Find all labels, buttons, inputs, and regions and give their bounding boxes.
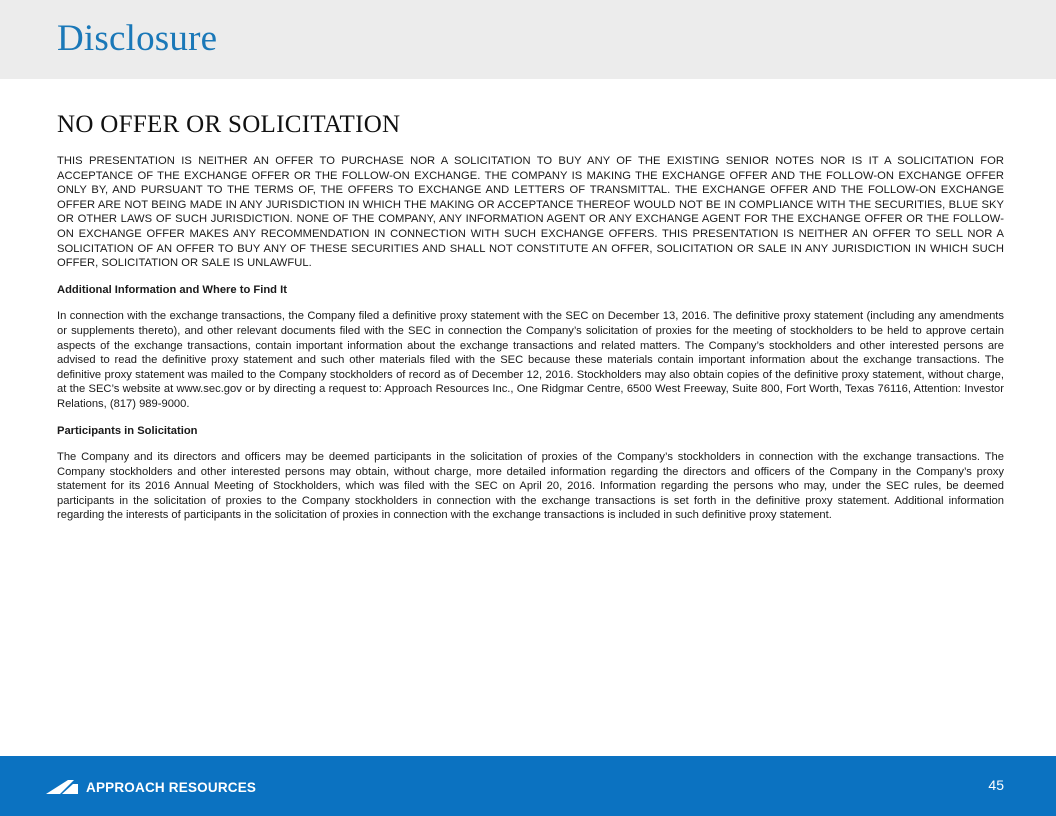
no-offer-paragraph: THIS PRESENTATION IS NEITHER AN OFFER TO PURCHASE NOR A SOLICITATION TO BUY ANY OF THE EXISTING SENIOR NOTES NOR IS IT A SOLICITATION FOR ACCEPTANCE OF THE EXCHANGE OFFER OR THE FOLLOW-ON EXCHANGE. THE COMPANY IS MAKING THE EXCHANGE OFFER AND THE FOLLOW-ON EXCHANGE OFFER ONLY BY, AND PURSUANT TO THE TERMS OF, THE OFFERS TO EXCHANGE AND LETTERS OF TRANSMITTAL. THE EXCHANGE OFFER AND THE FOLLOW-ON EXCHANGE OFFER ARE NOT BEING MADE IN ANY JURISDICTION IN WHICH THE MAKING OR ACCEPTANCE THEREOF WOULD NOT BE IN COMPLIANCE WITH THE SECURITIES, BLUE SKY OR OTHER LAWS OF SUCH JURISDICTION. NONE OF THE COMPANY, ANY INFORMATION AGENT OR ANY EXCHANGE AGENT FOR THE EXCHANGE OFFER OR THE FOLLOW-ON EXCHANGE OFFER MAKES ANY RECOMMENDATION IN CONNECTION WITH SUCH EXCHANGE OFFERS. THIS PRESENTATION IS NEITHER AN OFFER TO SELL NOR A SOLICITATION OF AN OFFER TO BUY ANY OF THESE SECURITIES AND SHALL NOT CONSTITUTE AN OFFER, SOLICITATION OR SALE IN ANY JURISDICTION IN WHICH SUCH OFFER, SOLICITATION OR SALE IS UNLAWFUL. [57, 155, 1004, 270]
footer-bar [0, 756, 1056, 816]
participants-paragraph: The Company and its directors and officers may be deemed participants in the solicitation of proxies of the Company’s stockholders in connection with the exchange transactions. The Company stockholders and other interested persons may obtain, without charge, more detailed information regarding the directors and officers of the Company in the Company’s proxy statement for its 2016 Annual Meeting of Stockholders, which was filed with the SEC on April 20, 2016. Information regarding the persons who may, under the SEC rules, be deemed participants in the solicitation of proxies to the Company stockholders in connection with the exchange transactions is set forth in the definitive proxy statement. Additional information regarding the interests of participants in the solicitation of proxies in connection with the exchange transactions is included in such definitive proxy statement. [57, 451, 1004, 522]
logo-text: APPROACH RESOURCES [86, 779, 257, 795]
page-number: 45 [988, 777, 1004, 793]
disclosure-content [57, 110, 1004, 523]
participants-heading: Participants in Solicitation [57, 424, 198, 437]
approach-resources-logo-icon [46, 779, 78, 795]
section-heading: NO OFFER OR SOLICITATION [57, 111, 401, 138]
header-bar [0, 0, 1056, 79]
additional-info-heading: Additional Information and Where to Find It [57, 283, 287, 296]
company-logo [46, 776, 256, 798]
additional-info-paragraph: In connection with the exchange transactions, the Company filed a definitive proxy statement with the SEC on December 13, 2016. The definitive proxy statement (including any amendments or supplements thereto), and other relevant documents filed with the SEC in connection the Company’s solicitation of proxies for the meeting of stockholders to be held to approve certain aspects of the exchange transactions, contain important information about the exchange transactions and related matters. The Company’s stockholders and other interested persons are advised to read the definitive proxy statement and such other materials filed with the SEC because these materials contain important information about the exchange transactions. The definitive proxy statement was mailed to the Company stockholders of record as of December 12, 2016. Stockholders may also obtain copies of the definitive proxy statement, without charge, at the SEC’s website at www.sec.gov or by directing a request to: Approach Resources Inc., One Ridgmar Centre, 6500 West Freeway, Suite 800, Fort Worth, Texas 76116, Attention: Investor Relations, (817) 989-9000. [57, 310, 1004, 410]
page-title: Disclosure [57, 18, 218, 59]
